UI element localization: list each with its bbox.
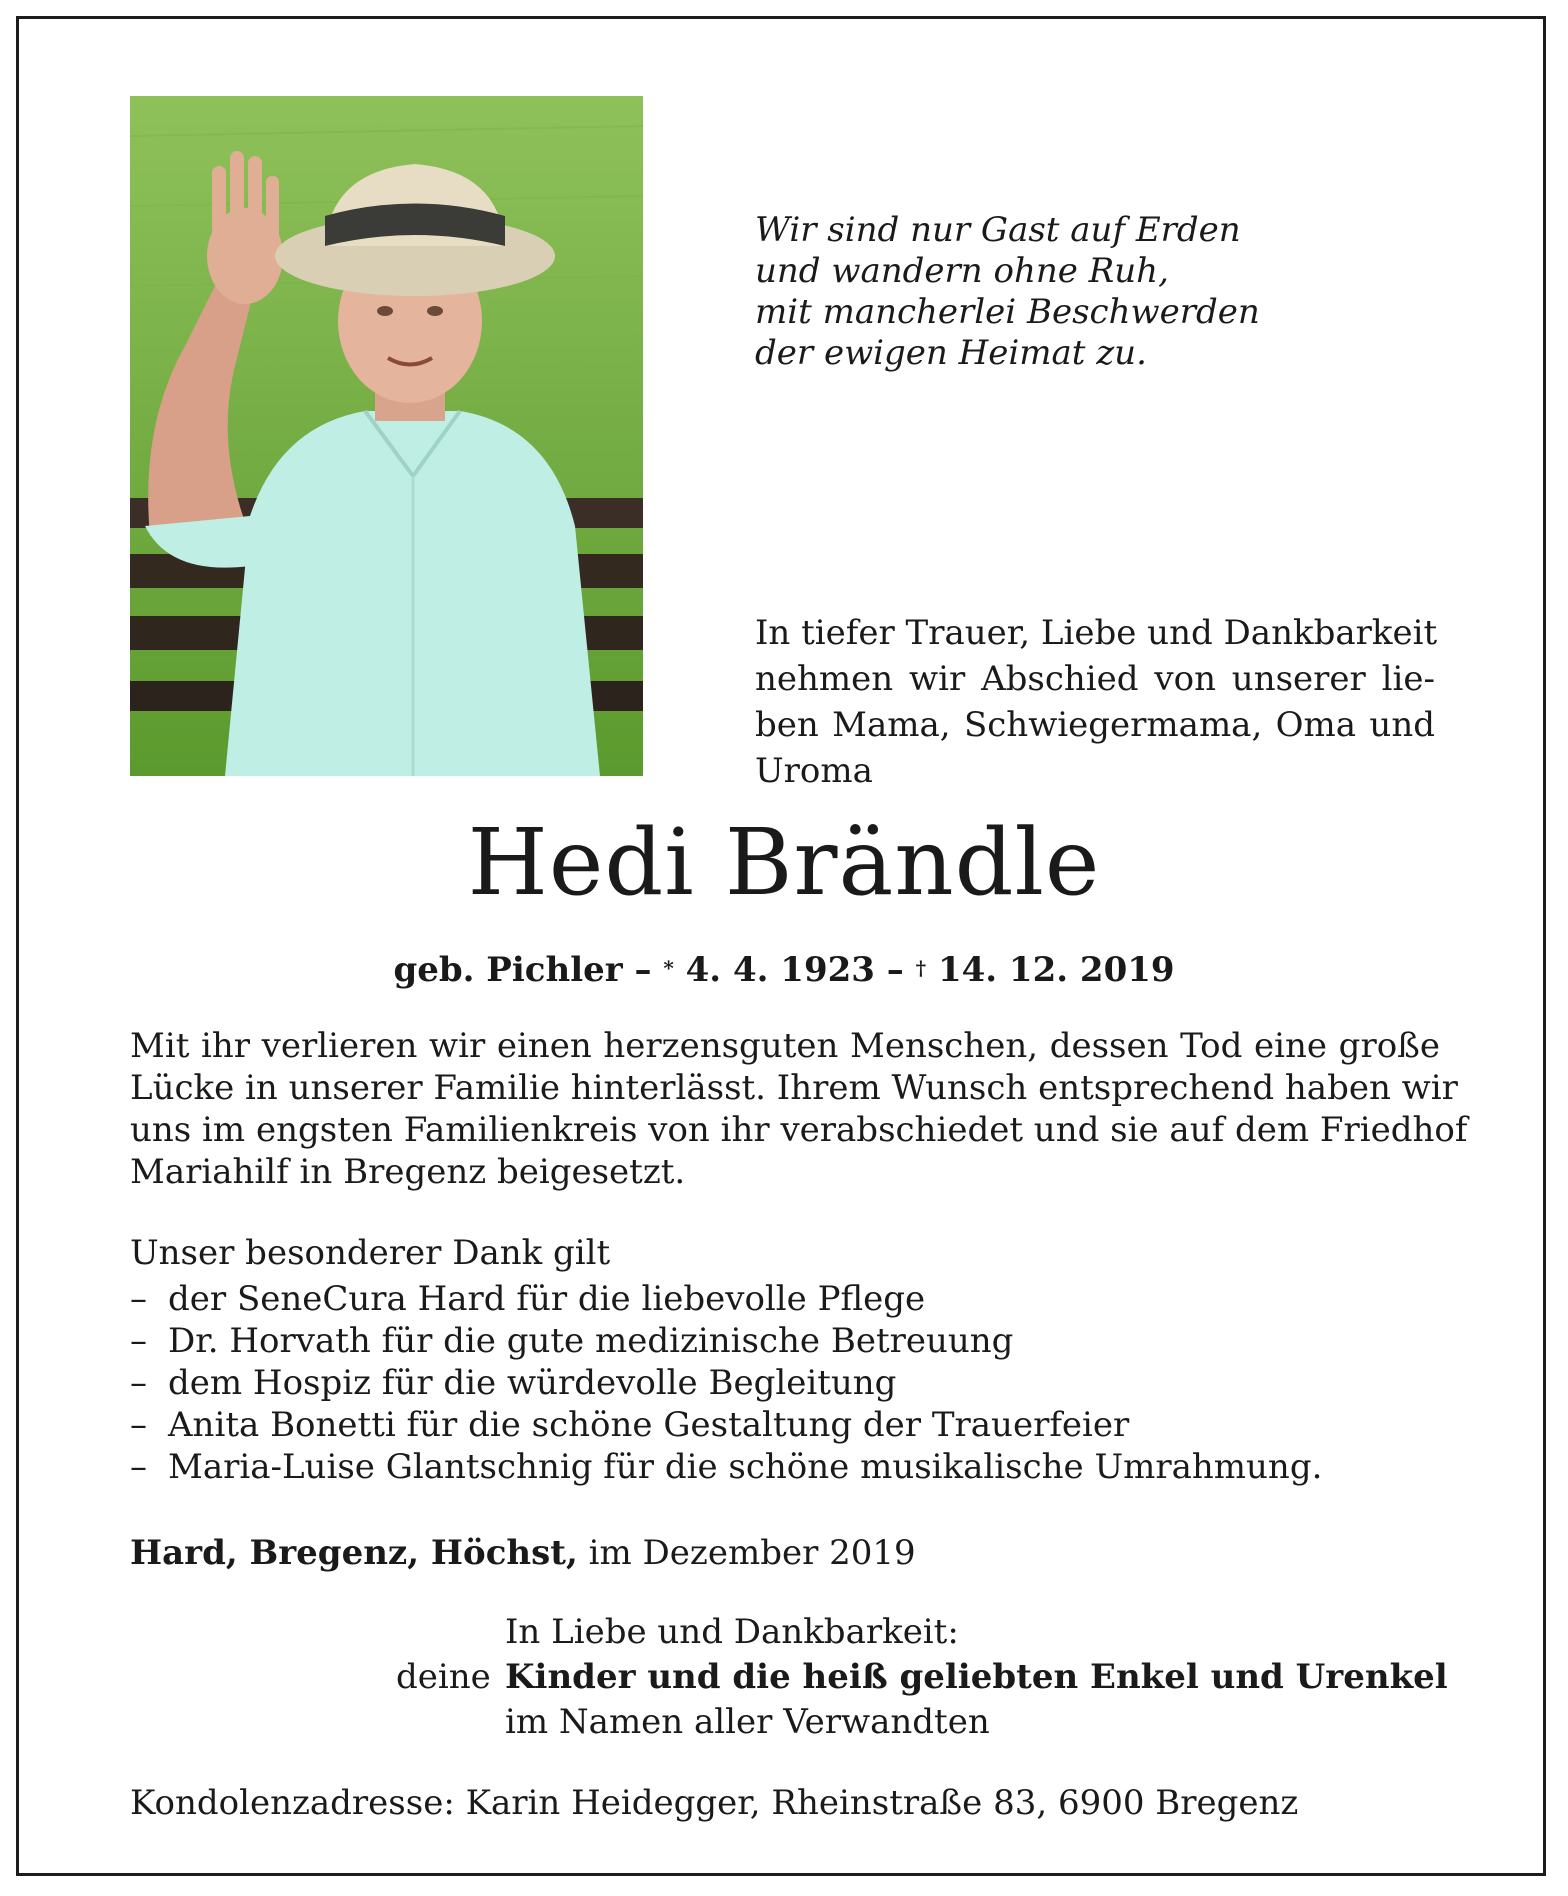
thanks-item: [130, 1404, 1450, 1446]
poem: [755, 210, 1315, 374]
body-line: uns im engsten Familienkreis von ihr verabschiedet und sie auf dem Friedhof: [130, 1110, 1468, 1150]
place-date: [130, 1532, 916, 1574]
dash: –: [130, 1363, 147, 1403]
poem-line: Wir sind nur Gast auf Erden: [755, 210, 1241, 250]
sign-family: [505, 1655, 1448, 1700]
thanks-item: [130, 1446, 1450, 1488]
sign-line: In Liebe und Dankbarkeit:: [505, 1612, 959, 1652]
thanks-item: [130, 1320, 1450, 1362]
intro-line: nehmen wir Abschied von unserer lie-: [755, 659, 1435, 699]
intro-line: ben Mama, Schwiegermama, Oma und: [755, 705, 1435, 745]
thanks-text: der SeneCura Hard für die liebevolle Pflege: [168, 1279, 926, 1319]
body-text: [130, 1025, 1468, 1193]
deceased-name: Hedi Brändle: [467, 809, 1101, 916]
thanks-list: [130, 1278, 1450, 1488]
thanks-text: Dr. Horvath für die gute medizinische Betreuung: [168, 1321, 1014, 1361]
poem-line: der ewigen Heimat zu.: [755, 333, 1147, 373]
birth-date: 4. 4. 1923: [673, 950, 875, 990]
date: im Dezember 2019: [577, 1533, 916, 1573]
dash: –: [130, 1321, 147, 1361]
portrait-photo: [130, 96, 643, 776]
thanks-item: [130, 1362, 1450, 1404]
condolence-address: Kondolenzadresse: Karin Heidegger, Rheinstraße 83, 6900 Bregenz: [130, 1783, 1299, 1823]
death-symbol: †: [915, 956, 927, 980]
separator: –: [874, 950, 916, 990]
poem-line: mit mancherlei Beschwerden: [755, 292, 1260, 332]
body-line: Lücke in unserer Familie hinterlässt. Ihrem Wunsch entsprechend haben wir: [130, 1068, 1458, 1108]
places: Hard, Bregenz, Höchst,: [130, 1533, 578, 1573]
intro-line: In tiefer Trauer, Liebe und Dankbarkeit: [755, 613, 1438, 653]
family-names: Kinder und die heiß geliebten Enkel und Urenkel: [505, 1657, 1448, 1697]
thanks-intro: Unser besonderer Dank gilt: [130, 1233, 611, 1273]
death-date: 14. 12. 2019: [926, 950, 1175, 990]
life-dates: [0, 948, 1568, 992]
body-line: Mit ihr verlieren wir einen herzensguten Menschen, dessen Tod eine große: [130, 1026, 1440, 1066]
separator: –: [622, 950, 664, 990]
intro-line: Uroma: [755, 751, 873, 791]
thanks-item: [130, 1278, 1450, 1320]
dash: –: [130, 1405, 147, 1445]
sign-line: im Namen aller Verwandten: [505, 1702, 990, 1742]
dash: –: [130, 1279, 147, 1319]
poem-line: und wandern ohne Ruh,: [755, 251, 1169, 291]
deine-label: deine: [396, 1657, 491, 1697]
thanks-text: Anita Bonetti für die schöne Gestaltung der Trauerfeier: [168, 1405, 1130, 1445]
signature-block: [505, 1610, 1448, 1745]
thanks-text: dem Hospiz für die würdevolle Begleitung: [168, 1363, 897, 1403]
thanks-text: Maria-Luise Glantschnig für die schöne musikalische Umrahmung.: [168, 1447, 1323, 1487]
birth-name: geb. Pichler: [393, 950, 623, 990]
birth-symbol: *: [663, 956, 674, 980]
intro-text: [755, 610, 1438, 794]
body-line: Mariahilf in Bregenz beigesetzt.: [130, 1152, 686, 1192]
dash: –: [130, 1447, 147, 1487]
